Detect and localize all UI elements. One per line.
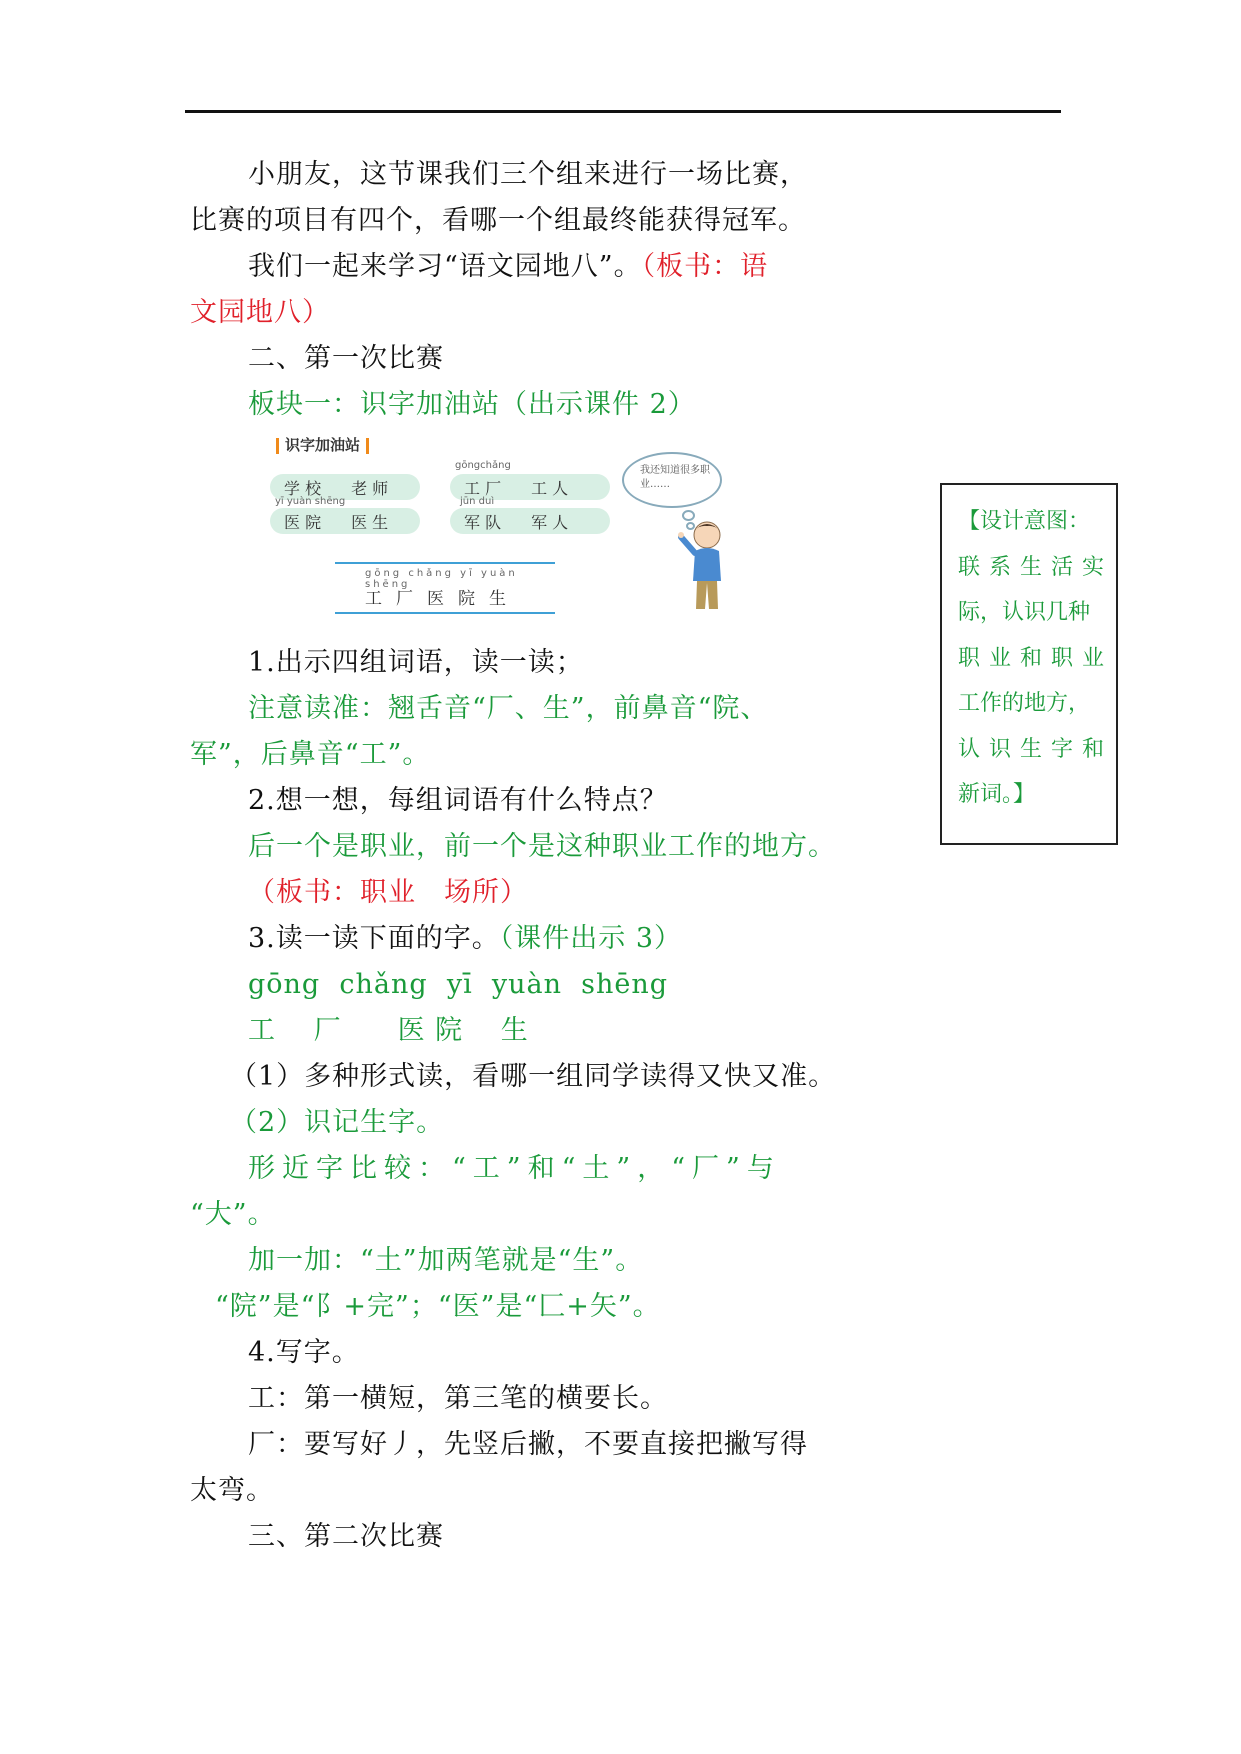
step-1: 1.出示四组词语，读一读； [248, 647, 584, 678]
word-pill-factory: 工 厂 工 人 [450, 474, 610, 500]
writing-tip-1: 工：第一横短，第三笔的横要长。 [248, 1383, 668, 1414]
word-pill-school: 学 校 老 师 [270, 474, 420, 500]
step-2-board: （板书：职业 场所） [248, 877, 528, 908]
lesson-body [190, 152, 840, 1560]
board-note: （板书：语 [641, 251, 769, 282]
strip-characters: 工厂医院生 [365, 589, 520, 609]
step-3-courseware: （课件出示 3） [499, 923, 683, 954]
para-intro: 小朋友，这节课我们三个组来进行一场比赛， [248, 159, 808, 190]
step-2: 2.想一想，每组词语有什么特点？ [248, 785, 668, 816]
pinyin-jundui: jūn duì [460, 496, 495, 507]
pinyin-gongchang: gōngchǎng [455, 460, 511, 471]
method-4: 加一加：“土”加两笔就是“生”。 [248, 1245, 644, 1276]
design-intent-box [940, 483, 1118, 845]
section-heading-2: 二、第一次比赛 [248, 343, 444, 374]
method-5: “院”是“阝+完”；“医”是“匚+矢”。 [215, 1291, 661, 1322]
character-strip [335, 562, 555, 614]
method-3-cont: “大”。 [190, 1199, 276, 1230]
writing-tip-2-cont: 太弯。 [190, 1475, 274, 1506]
block-heading-1: 板块一：识字加油站（出示课件 2） [248, 389, 696, 420]
word-pill-army: 军 队 军 人 [450, 508, 610, 534]
courseware-image [270, 434, 790, 612]
thought-bubble: 我还知道很多职业…… [622, 452, 722, 508]
step-1-note: 注意读准：翘舌音“厂、生”，前鼻音“院、 [248, 693, 769, 724]
para-intro-cont: 比赛的项目有四个，看哪一个组最终能获得冠军。 [190, 205, 806, 236]
header-rule [185, 110, 1061, 113]
step-3-characters: 工 厂 医 院 生 [248, 1015, 529, 1046]
strip-pinyin: gōng chǎng yī yuàn shēng [365, 568, 518, 590]
intent-line: 【设计意图： [958, 509, 1091, 534]
section-heading-3: 三、第二次比赛 [248, 1521, 444, 1552]
method-1: （1）多种形式读，看哪一组同学读得又快又准。 [230, 1061, 837, 1092]
intent-line: 联系生活实 [958, 554, 1114, 580]
step-2-answer: 后一个是职业，前一个是这种职业工作的地方。 [248, 831, 836, 862]
pinyin-yiyuan: yī yuàn shēng [275, 496, 346, 507]
step-1-note-cont: 军”，后鼻音“工”。 [190, 739, 431, 770]
para-topic [190, 244, 840, 290]
topic-text: 我们一起来学习“语文园地八”。 [248, 251, 642, 282]
intent-line: 工作的地方， [958, 691, 1091, 716]
board-note-cont: 文园地八） [190, 297, 330, 328]
step-4: 4.写字。 [248, 1337, 360, 1368]
word-pill-hospital: 医 院 医 生 [270, 508, 420, 534]
method-2: （2）识记生字。 [230, 1107, 445, 1138]
step-3-pinyin: gōng chǎng yī yuàn shēng [248, 969, 669, 1000]
intent-line: 新词。】 [958, 782, 1036, 807]
intent-line: 认识生字和 [958, 736, 1114, 762]
method-3: 形近字比较：“工”和“土”，“厂”与 [248, 1153, 781, 1184]
step-3-text: 3.读一读下面的字。 [248, 923, 500, 954]
intent-line: 职业和职业 [958, 645, 1114, 671]
writing-tip-2: 厂：要写好丿，先竖后撇，不要直接把撇写得 [248, 1429, 808, 1460]
courseware-title: 识字加油站 [270, 434, 375, 455]
step-3 [190, 916, 840, 962]
intent-line: 际，认识几种 [958, 600, 1091, 625]
boy-illustration [675, 519, 735, 611]
